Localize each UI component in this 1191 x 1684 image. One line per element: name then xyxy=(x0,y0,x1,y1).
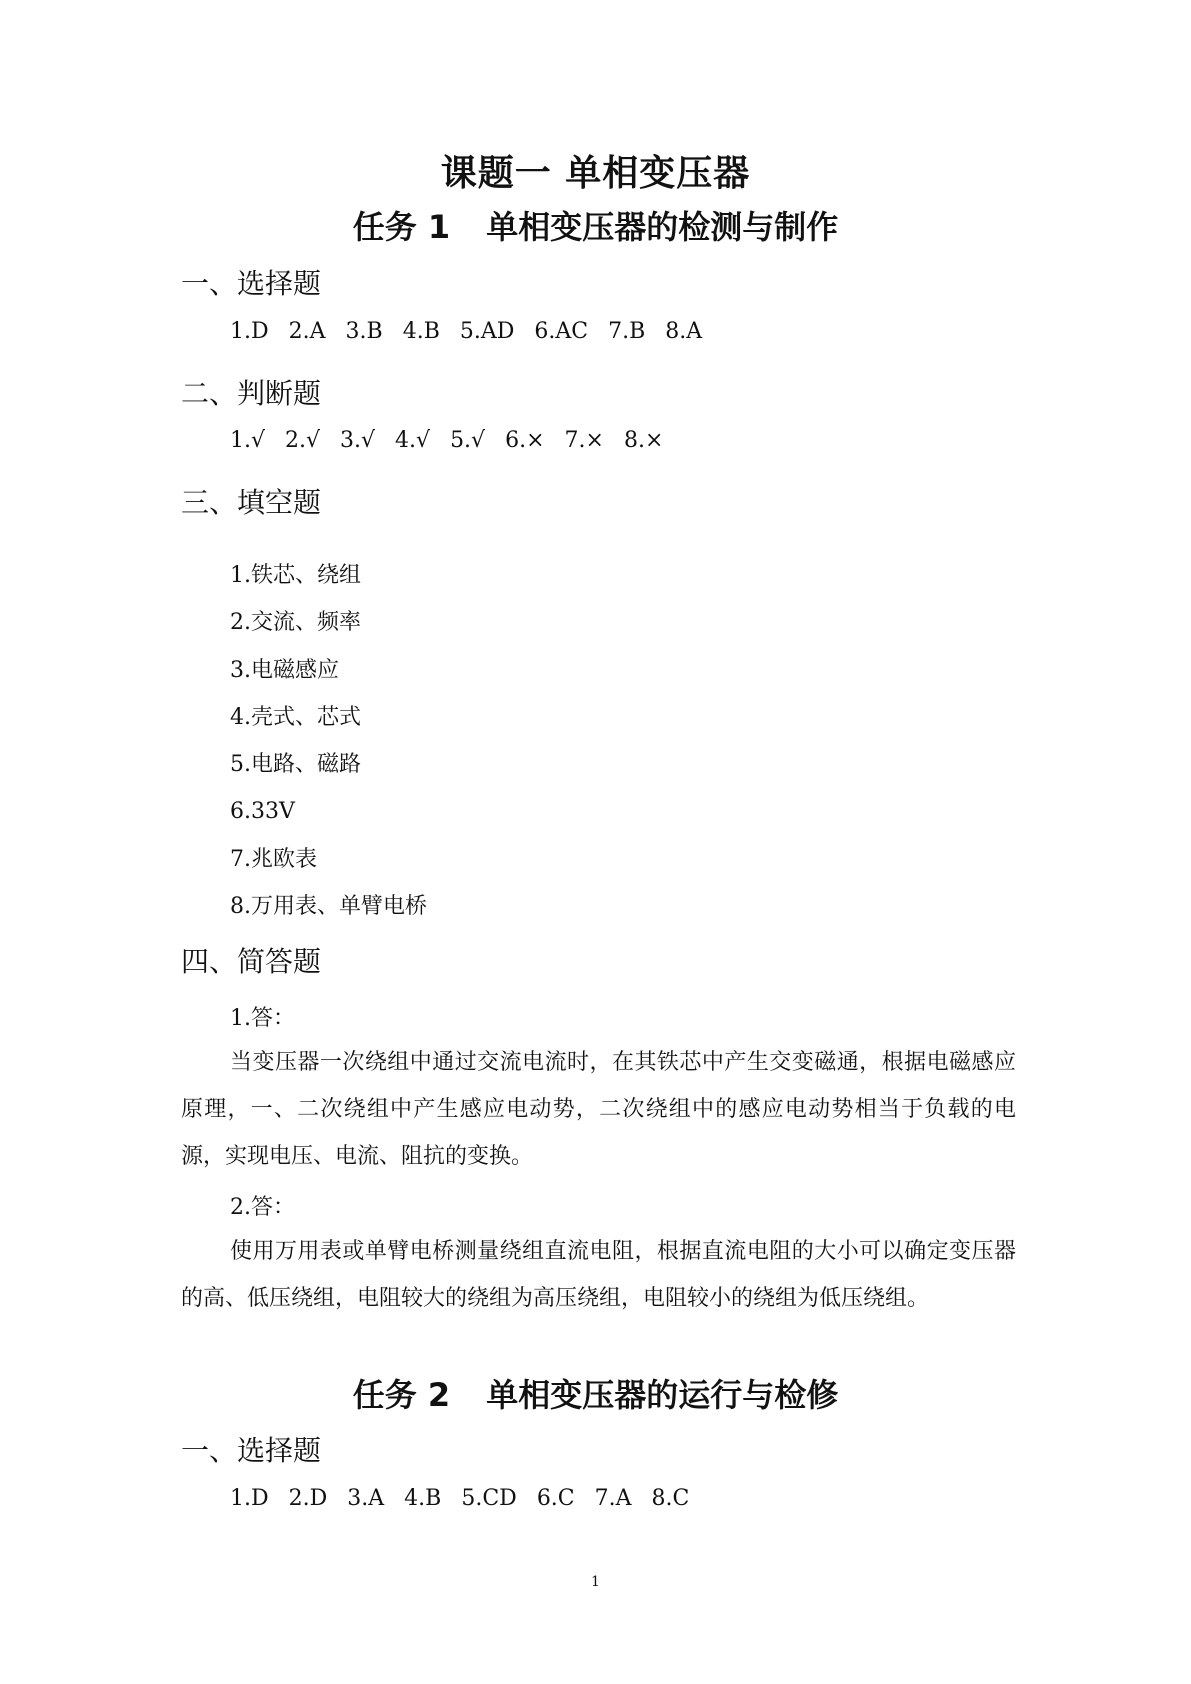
task1-number: 任务 1 xyxy=(352,208,451,246)
fill-item: 8.万用表、单臂电桥 xyxy=(230,894,427,919)
fill-item: 2.交流、频率 xyxy=(230,610,361,635)
short-answer-label-2: 2.答： xyxy=(230,1195,295,1220)
answer: 1.√ xyxy=(230,428,266,453)
short-answer-text-1: 当变压器一次绕组中通过交流电流时，在其铁芯中产生交变磁通，根据电磁感应原理，一、二次绕组中产生感应电动势，二次绕组中的感应电动势相当于负载的电源，实现电压、电流、阻抗的变换。 xyxy=(181,1050,1016,1169)
answer: 2.D xyxy=(288,1486,328,1511)
answer: 3.A xyxy=(347,1486,385,1511)
answer: 8.C xyxy=(651,1486,690,1511)
answer: 3.B xyxy=(345,319,383,344)
fill-item: 4.壳式、芯式 xyxy=(230,705,361,730)
fill-item: 7.兆欧表 xyxy=(230,847,317,872)
answer: 6.× xyxy=(505,428,545,453)
task1-short-heading: 四、简答题 xyxy=(181,945,322,978)
answer: 7.× xyxy=(564,428,604,453)
answer: 8.× xyxy=(623,428,664,453)
task1-title xyxy=(0,205,1191,249)
answer: 1.D xyxy=(230,1486,269,1511)
answer: 4.B xyxy=(402,319,440,344)
task2-choice-answers xyxy=(230,1483,709,1515)
task1-name: 单相变压器的检测与制作 xyxy=(486,208,839,246)
fill-item: 6.33V xyxy=(230,799,295,824)
task2-choice-heading: 一、选择题 xyxy=(181,1434,322,1467)
answer: 7.B xyxy=(608,319,646,344)
chapter-title: 课题一 单相变压器 xyxy=(440,153,751,194)
task2-number: 任务 2 xyxy=(352,1376,451,1414)
page-number: 1 xyxy=(591,1574,600,1590)
answer: 4.B xyxy=(404,1486,442,1511)
short-answer-label-1: 1.答： xyxy=(230,1006,295,1031)
answer: 3.√ xyxy=(340,428,376,453)
answer: 6.AC xyxy=(534,319,589,344)
short-answer-text-2: 使用万用表或单臂电桥测量绕组直流电阻，根据直流电阻的大小可以确定变压器的高、低压绕组，电阻较大的绕组为高压绕组，电阻较小的绕组为低压绕组。 xyxy=(181,1239,1016,1311)
answer: 5.CD xyxy=(461,1486,517,1511)
fill-item: 3.电磁感应 xyxy=(230,658,339,683)
answer: 5.AD xyxy=(459,319,515,344)
task2-title xyxy=(0,1373,1191,1417)
task1-choice-answers xyxy=(230,316,722,348)
answer: 2.√ xyxy=(285,428,321,453)
answer: 7.A xyxy=(594,1486,632,1511)
fill-item: 5.电路、磁路 xyxy=(230,752,361,777)
task2-name: 单相变压器的运行与检修 xyxy=(486,1376,839,1414)
answer: 1.D xyxy=(230,319,269,344)
answer: 8.A xyxy=(665,319,703,344)
answer: 4.√ xyxy=(395,428,431,453)
task1-choice-heading: 一、选择题 xyxy=(181,267,322,300)
fill-item: 1.铁芯、绕组 xyxy=(230,563,361,588)
answer: 2.A xyxy=(288,319,326,344)
task1-judge-heading: 二、判断题 xyxy=(181,377,322,410)
task1-fill-heading: 三、填空题 xyxy=(181,486,322,519)
answer: 6.C xyxy=(536,1486,575,1511)
answer: 5.√ xyxy=(450,428,486,453)
task1-judge-answers xyxy=(230,425,683,457)
